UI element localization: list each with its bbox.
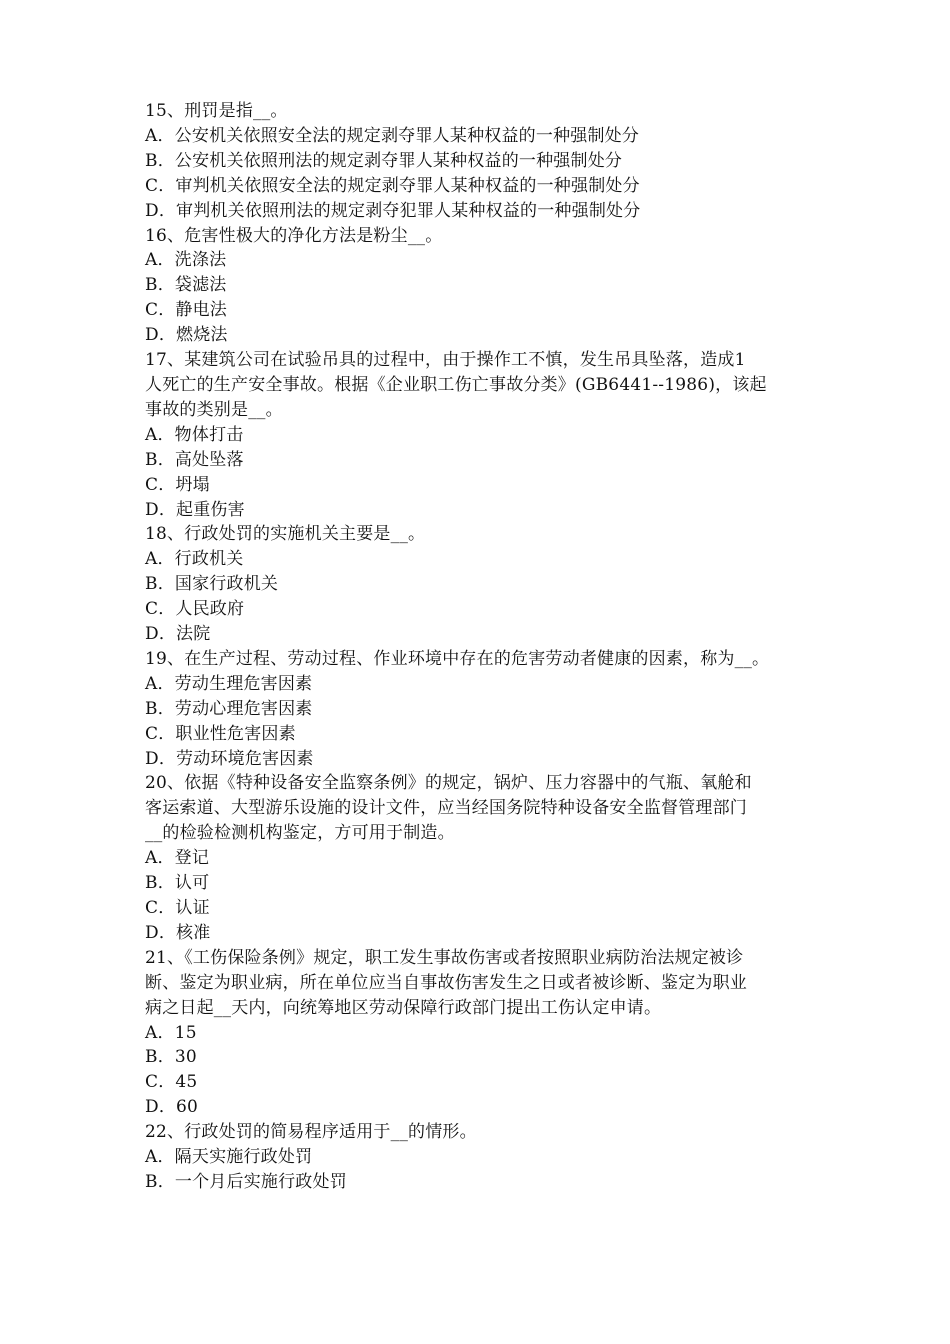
question-21-option-b: B．30 [145, 1047, 197, 1068]
question-15-option-a: A．公安机关依照安全法的规定剥夺罪人某种权益的一种强制处分 [145, 125, 640, 146]
question-16-stem: 16、危害性极大的净化方法是粉尘__。 [145, 225, 443, 246]
question-21-option-d: D．60 [145, 1097, 199, 1118]
question-21-option-a: A．15 [145, 1022, 197, 1043]
question-15-option-c: C．审判机关依照安全法的规定剥夺罪人某种权益的一种强制处分 [145, 175, 640, 196]
question-19-option-b: B．劳动心理危害因素 [145, 698, 313, 719]
question-16-option-d: D．燃烧法 [145, 325, 228, 346]
question-16-option-b: B．袋滤法 [145, 275, 227, 296]
question-17-option-a: A．物体打击 [145, 424, 244, 445]
question-22-option-a: A．隔天实施行政处罚 [145, 1147, 313, 1168]
question-20-option-a: A．登记 [145, 848, 210, 869]
question-18-option-d: D．法院 [145, 624, 211, 645]
question-20-stem-line-1: 20、依据《特种设备安全监察条例》的规定，锅炉、压力容器中的气瓶、氧舱和 [145, 773, 752, 794]
question-17-stem-line-2: 人死亡的生产安全事故。根据《企业职工伤亡事故分类》(GB6441--1986)，该起 [145, 374, 767, 395]
question-17-option-d: D．起重伤害 [145, 499, 245, 520]
question-19-option-c: C．职业性危害因素 [145, 723, 296, 744]
question-22-stem: 22、行政处罚的简易程序适用于__的情形。 [145, 1122, 477, 1143]
question-21-stem-line-3: 病之日起__天内，向统筹地区劳动保障行政部门提出工伤认定申请。 [145, 997, 662, 1018]
question-21-stem-line-2: 断、鉴定为职业病，所在单位应当自事故伤害发生之日或者被诊断、鉴定为职业 [145, 972, 747, 993]
question-20-option-d: D．核准 [145, 922, 211, 943]
question-17-option-c: C．坍塌 [145, 474, 210, 495]
question-18-option-c: C．人民政府 [145, 599, 245, 620]
question-21-stem-line-1: 21、《工伤保险条例》规定，职工发生事故伤害或者按照职业病防治法规定被诊 [145, 947, 744, 968]
question-20-option-b: B．认可 [145, 873, 210, 894]
question-18-option-a: A．行政机关 [145, 549, 244, 570]
question-20-stem-line-2: 客运索道、大型游乐设施的设计文件，应当经国务院特种设备安全监督管理部门 [145, 798, 747, 819]
question-19-option-d: D．劳动环境危害因素 [145, 748, 314, 769]
question-18-option-b: B．国家行政机关 [145, 574, 279, 595]
question-22-option-b: B．一个月后实施行政处罚 [145, 1171, 347, 1192]
document-body [145, 99, 817, 1195]
question-20-stem-line-3: __的检验检测机构鉴定，方可用于制造。 [145, 823, 455, 844]
question-17-stem-line-1: 17、某建筑公司在试验吊具的过程中，由于操作工不慎，发生吊具坠落，造成1 [145, 350, 746, 371]
question-16-option-a: A．洗涤法 [145, 250, 227, 271]
question-17-stem-line-3: 事故的类别是__。 [145, 399, 283, 420]
question-20-option-c: C．认证 [145, 898, 210, 918]
question-21-option-c: C．45 [145, 1072, 198, 1093]
question-19-option-a: A．劳动生理危害因素 [145, 673, 313, 694]
question-15-stem: 15、刑罚是指__。 [145, 101, 288, 121]
question-17-option-b: B．高处坠落 [145, 449, 244, 470]
question-15-option-b: B．公安机关依照刑法的规定剥夺罪人某种权益的一种强制处分 [145, 150, 623, 171]
question-18-stem: 18、行政处罚的实施机关主要是__。 [145, 524, 426, 545]
question-16-option-c: C．静电法 [145, 300, 228, 321]
question-19-stem: 19、在生产过程、劳动过程、作业环境中存在的危害劳动者健康的因素，称为__。 [145, 648, 770, 669]
question-15-option-d: D．审判机关依照刑法的规定剥夺犯罪人某种权益的一种强制处分 [145, 200, 641, 221]
